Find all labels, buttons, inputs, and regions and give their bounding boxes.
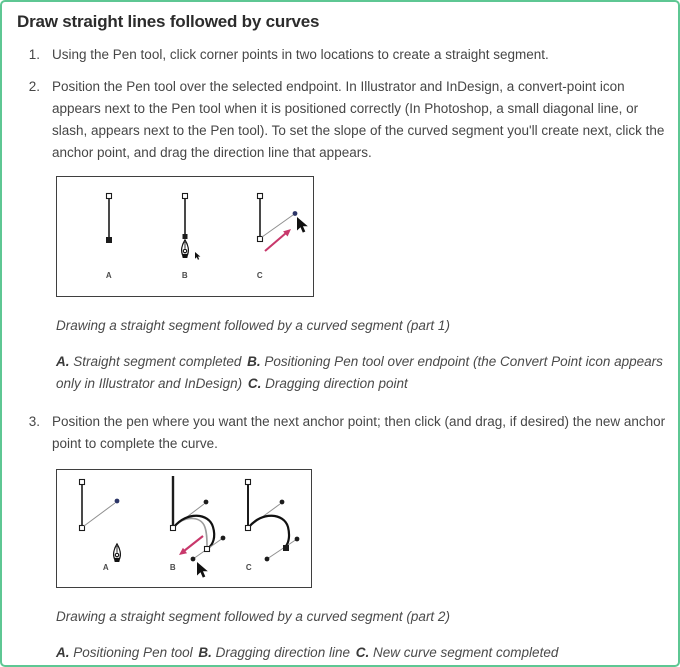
fig1-label-b: B bbox=[181, 271, 189, 280]
step-3-text: Position the pen where you want the next anchor point; then click (and drag, if desired) the new anchor point to complete the curve. bbox=[52, 414, 666, 451]
legend-text-c: New curve segment completed bbox=[373, 645, 559, 660]
direction-point-dot bbox=[293, 211, 298, 216]
legend-label-b: B. bbox=[198, 645, 212, 660]
step-2-number: 2. bbox=[28, 79, 40, 94]
drag-direction-arrow bbox=[265, 226, 293, 251]
anchor-point-hollow bbox=[107, 194, 112, 199]
cursor-arrow-icon bbox=[297, 217, 308, 233]
step-1-number: 1. bbox=[28, 47, 40, 62]
step-3-number: 3. bbox=[28, 414, 40, 429]
fig1-straight-segment bbox=[106, 194, 112, 244]
step-2 bbox=[16, 76, 666, 164]
fig1-label-c: C bbox=[256, 271, 264, 280]
figure-2-block bbox=[54, 469, 666, 664]
step-1-text: Using the Pen tool, click corner points in two locations to create a straight segment. bbox=[52, 47, 549, 62]
legend-text-b: Positioning Pen tool over endpoint (the Convert Point icon appears only in Illustrator and InDesign) bbox=[56, 354, 663, 391]
pen-tool-icon bbox=[114, 544, 121, 562]
legend-text-a: Straight segment completed bbox=[73, 354, 242, 369]
fig2-label-c: C bbox=[245, 563, 253, 572]
legend-label-c: C. bbox=[355, 645, 370, 660]
page-title: Draw straight lines followed by curves bbox=[17, 12, 320, 31]
legend-label-b: B. bbox=[247, 354, 261, 369]
cursor-arrow-icon bbox=[197, 562, 208, 578]
legend-label-c: C. bbox=[247, 376, 262, 391]
figure-1-legend bbox=[56, 351, 666, 395]
small-cursor-icon bbox=[195, 252, 200, 260]
figure-1-block bbox=[54, 176, 666, 395]
fig2-label-a: A bbox=[102, 563, 110, 572]
figure-2-graphic bbox=[57, 470, 311, 587]
legend-text-b: Dragging direction line bbox=[215, 645, 350, 660]
direction-point-dot bbox=[115, 499, 120, 504]
fig1-label-a: A bbox=[105, 271, 113, 280]
figure-2-caption: Drawing a straight segment followed by a curved segment (part 2) bbox=[56, 609, 450, 624]
fig1-pen-over-endpoint bbox=[182, 194, 201, 260]
figure-2-legend bbox=[56, 642, 666, 664]
fig2-dragging-direction-line bbox=[171, 476, 226, 578]
anchor-point-selected bbox=[106, 237, 112, 243]
fig2-curve-completed bbox=[246, 480, 300, 562]
fig2-label-b: B bbox=[169, 563, 177, 572]
fig2-positioning-pen bbox=[80, 480, 121, 563]
legend-label-a: A. bbox=[56, 645, 70, 660]
legend-text-c: Dragging direction point bbox=[265, 376, 408, 391]
figure-1-caption: Drawing a straight segment followed by a curved segment (part 1) bbox=[56, 318, 450, 333]
legend-label-a: A. bbox=[56, 354, 70, 369]
step-1 bbox=[16, 44, 666, 66]
legend-text-a: Positioning Pen tool bbox=[73, 645, 193, 660]
step-3 bbox=[16, 411, 666, 455]
fig1-dragging-direction bbox=[258, 194, 308, 252]
step-2-text: Position the Pen tool over the selected endpoint. In Illustrator and InDesign, a convert-point icon appears next to the Pen tool when it is positioned correctly (In Photoshop, a small diagonal line, or slash, appears next to the Pen tool). To set the slope of the curved segment you'll create next, click the anchor point, and drag the direction line that appears. bbox=[52, 79, 665, 160]
pen-tool-icon bbox=[182, 240, 189, 258]
figure-1-illustration bbox=[56, 176, 314, 297]
figure-2-illustration bbox=[56, 469, 312, 588]
